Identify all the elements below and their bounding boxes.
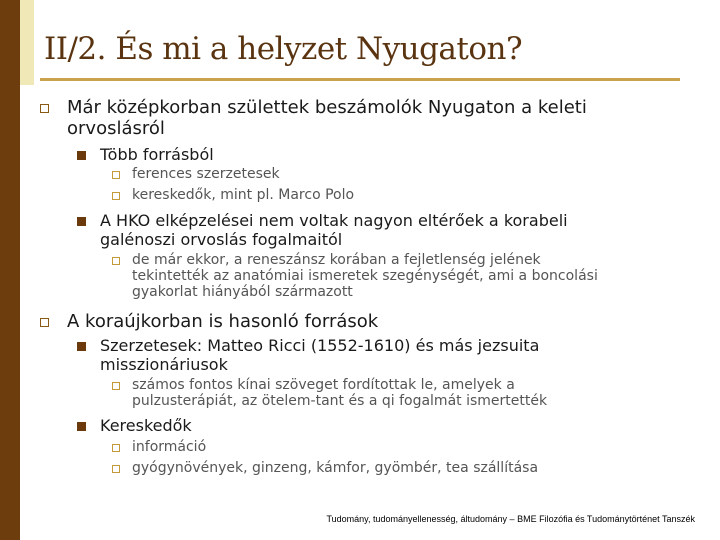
bullet-marker-icon — [40, 104, 49, 113]
slide-footer: Tudomány, tudományellenesség, áltudomány – BME Filozófia és Tudománytörténet Tanszék — [326, 514, 695, 524]
bullet-level-3-text — [132, 460, 538, 476]
bullet-text-line: pulzusterápiát, az ötelem-tant és a qi fogalmát ismertették — [132, 393, 548, 409]
bullet-text-line: információ — [132, 439, 207, 455]
bullet-marker-icon — [112, 444, 120, 452]
bullet-marker-icon — [77, 151, 86, 160]
bullet-marker-icon — [112, 171, 120, 179]
bullet-text-line: Több forrásból — [100, 145, 214, 164]
bullet-marker-icon — [112, 257, 120, 265]
bullet-level-3-text — [132, 439, 206, 455]
bullet-marker-icon — [112, 382, 120, 390]
bullet-level-2-text — [100, 145, 214, 164]
bullet-text-line: Szerzetesek: Matteo Ricci (1552-1610) és más jezsuita — [100, 336, 540, 355]
bullet-level-2-text — [100, 336, 539, 374]
bullet-level-1-text — [67, 97, 587, 139]
bullet-text-line: gyakorlat hiányából származott — [132, 284, 353, 300]
bullet-marker-icon — [77, 422, 86, 431]
bullet-level-2-text — [100, 211, 568, 249]
bullet-text-line: gyógynövények, ginzeng, kámfor, gyömbér, tea szállítása — [132, 460, 539, 476]
bullet-level-3-text — [132, 377, 547, 409]
bullet-marker-icon — [112, 465, 120, 473]
bullet-level-1-text — [67, 311, 378, 332]
bullet-level-3-text — [132, 252, 598, 300]
bullet-marker-icon — [77, 217, 86, 226]
bullet-text-line: tekintették az anatómiai ismeretek szegénységét, ami a boncolási — [132, 268, 598, 284]
bullet-text-line: számos fontos kínai szöveget fordítottak le, amelyek a — [132, 377, 515, 393]
bullet-text-line: ferences szerzetesek — [132, 166, 280, 182]
bullet-text-line: A HKO elképzelései nem voltak nagyon eltérőek a korabeli — [100, 211, 568, 230]
slide-title: II/2. És mi a helyzet Nyugaton? — [44, 31, 523, 67]
bullet-marker-icon — [77, 342, 86, 351]
bullet-marker-icon — [112, 192, 120, 200]
bullet-marker-icon — [40, 318, 49, 327]
bullet-text-line: de már ekkor, a reneszánsz korában a fejletlenség jelének — [132, 252, 541, 268]
bullet-level-3-text — [132, 187, 354, 203]
bullet-text-line: A koraújkorban is hasonló források — [67, 311, 379, 332]
bullet-level-3-text — [132, 166, 280, 182]
bullet-text-line: galénoszi orvoslás fogalmaitól — [100, 230, 343, 249]
bullet-text-line: kereskedők, mint pl. Marco Polo — [132, 187, 355, 203]
bullet-text-line: Kereskedők — [100, 416, 192, 435]
bullet-text-line: misszionáriusok — [100, 355, 228, 374]
bullet-text-line: Már középkorban születtek beszámolók Nyugaton a keleti — [67, 97, 587, 118]
bullet-level-2-text — [100, 416, 192, 435]
bullet-text-line: orvoslásról — [67, 118, 165, 139]
